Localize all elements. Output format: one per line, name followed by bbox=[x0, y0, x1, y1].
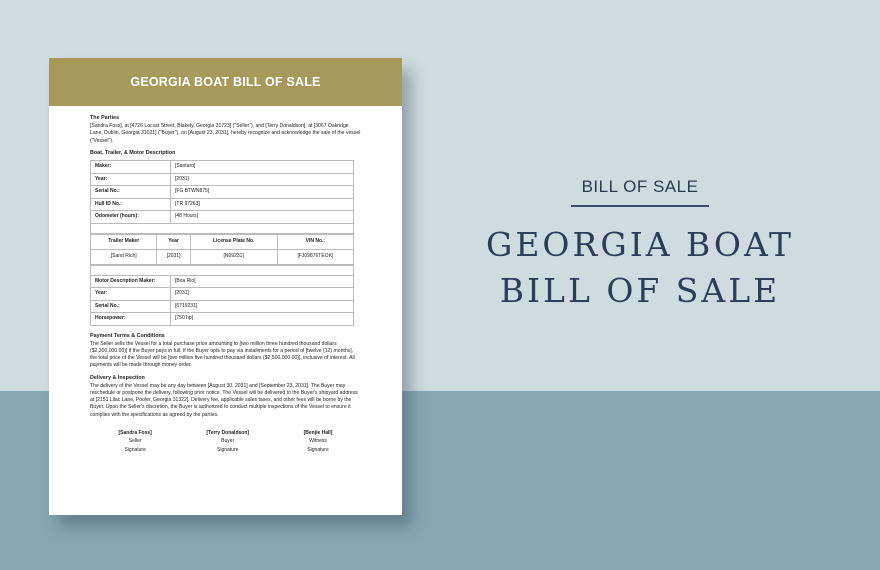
signer-name: [Sandra Foss] bbox=[118, 429, 152, 436]
signer-name: [Benjie Hall] bbox=[303, 429, 333, 436]
trailer-header-row bbox=[91, 234, 354, 249]
document-title: GEORGIA BOAT BILL OF SALE bbox=[130, 75, 321, 89]
signature-line: Signature bbox=[307, 446, 329, 453]
trailer-header-cell: Year bbox=[157, 234, 190, 249]
trailer-value-cell: [2031] bbox=[157, 249, 190, 264]
signer-role: Buyer bbox=[221, 438, 235, 445]
trailer-value-row bbox=[91, 249, 354, 264]
signer-role: Seller bbox=[128, 438, 142, 445]
field-label: Horsepower: bbox=[91, 313, 171, 326]
trailer-header-cell: Trailer Maker bbox=[91, 234, 157, 249]
boat-heading: Boat, Trailer, & Motor Description bbox=[90, 149, 176, 156]
signer-role: Witness bbox=[309, 438, 327, 445]
field-value: [2031] bbox=[171, 288, 354, 301]
table-row bbox=[91, 288, 354, 301]
payment-heading: Payment Terms & Conditions bbox=[90, 332, 165, 339]
trailer-header-cell: VIN No.: bbox=[277, 234, 353, 249]
signer-name: [Terry Donaldson] bbox=[206, 429, 250, 436]
field-value: [TR 97263] bbox=[171, 198, 354, 211]
motor-table bbox=[90, 265, 354, 326]
trailer-header-cell: License Plate No. bbox=[190, 234, 277, 249]
signature-block bbox=[119, 429, 333, 455]
table-row bbox=[91, 161, 354, 174]
field-label: Serial No.: bbox=[91, 186, 171, 199]
field-label: Year: bbox=[91, 173, 171, 186]
field-label: Hull ID No.: bbox=[91, 198, 171, 211]
hero-title-line-2: BILL OF SALE bbox=[499, 271, 781, 310]
field-value: [Santaro] bbox=[171, 161, 354, 174]
field-value: [750 hp] bbox=[171, 313, 354, 326]
signature-line: Signature bbox=[124, 446, 146, 453]
field-label: Serial No.: bbox=[91, 300, 171, 313]
spacer-row bbox=[91, 223, 354, 233]
field-value: [6719231] bbox=[171, 300, 354, 313]
document-body bbox=[49, 106, 402, 454]
delivery-heading: Delivery & Inspection bbox=[90, 374, 145, 381]
field-value: [2031] bbox=[171, 173, 354, 186]
table-row bbox=[91, 186, 354, 199]
table-row bbox=[91, 300, 354, 313]
parties-text: [Sandra Foss], at [4726 Locust Street, Blakely, Georgia 31723] ("Seller"), and [Terry Donaldson], at [3067 Oakridge Lane, Dublin, Georgia 31021] ("Buyer"), on [August 23, 2031], hereby recognize and acknowledge the sale of the vessel ("Vessel"). bbox=[90, 123, 361, 144]
signature-line: Signature bbox=[217, 446, 239, 453]
parties-heading: The Parties bbox=[90, 115, 120, 121]
hero-title bbox=[470, 222, 810, 314]
category-label: BILL OF SALE bbox=[581, 177, 699, 196]
field-label: Motor Description Maker: bbox=[91, 275, 171, 288]
signature-seller bbox=[119, 429, 152, 455]
table-row bbox=[91, 211, 354, 224]
trailer-value-cell: [FJ09876TEOK] bbox=[277, 249, 353, 264]
payment-text: The Seller sells the Vessel for a total purchase price amounting to [two million three hundred thousand dollars ($2,300,000.00)] if the Buyer pays in full. If the Buyer opts to pay via installments for a period of [twelve (12) months], the total price of the Vessel will be [two million five hundred thousand dollars ($2,500,000.00)], inclusive of interest. All payments will be made through money order. bbox=[90, 340, 355, 369]
hero-title-line-1: GEORGIA BOAT bbox=[485, 225, 795, 264]
spacer-row bbox=[91, 265, 354, 275]
table-row bbox=[91, 313, 354, 326]
delivery-text: The delivery of the Vessel may be any day between [August 30, 2031] and [September 23, 2031]. The Buyer may reschedule or postpone the delivery, following prior notice. The Vessel will be delivered to the Buyer's shipyard address at [2151 Lilac Lane, Pooler, Georgia 31322]. Delivery fee, applicable sales taxes, and other fees will be borne by the Buyer. Upon the Seller's discretion, the Buyer is authorized to conduct multiple inspections of the Vessel to ensure it complies with the specifications as agreed by the parties. bbox=[90, 382, 358, 418]
field-value: [48 Hours] bbox=[171, 211, 354, 224]
boat-table bbox=[90, 160, 354, 234]
signature-buyer bbox=[206, 429, 249, 455]
trailer-table bbox=[90, 234, 354, 265]
table-row bbox=[91, 275, 354, 288]
trailer-value-cell: [N09231] bbox=[190, 249, 277, 264]
field-label: Odometer (hours): bbox=[91, 211, 171, 224]
trailer-value-cell: [Sand Rich] bbox=[91, 249, 157, 264]
field-label: Year: bbox=[91, 288, 171, 301]
field-value: [Boa Rio] bbox=[171, 275, 354, 288]
table-row bbox=[91, 173, 354, 186]
document-page bbox=[49, 58, 402, 515]
signature-witness bbox=[304, 429, 333, 455]
divider bbox=[571, 205, 709, 207]
field-label: Maker: bbox=[91, 161, 171, 174]
document-header bbox=[49, 58, 402, 106]
field-value: [FG BTWN875] bbox=[171, 186, 354, 199]
table-row bbox=[91, 198, 354, 211]
